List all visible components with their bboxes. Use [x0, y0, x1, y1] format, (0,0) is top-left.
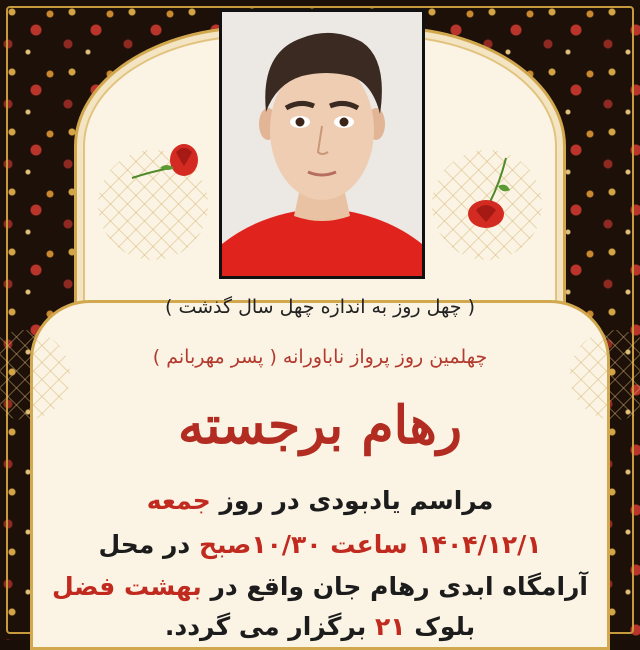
ceremony-line-2 [0, 530, 640, 559]
red-rose-icon [460, 156, 520, 232]
block-number: ۲۱ [375, 612, 406, 641]
ceremony-line-1 [0, 486, 640, 515]
ceremony-day: جمعه [146, 486, 211, 515]
ceremony-date: ۱۴۰۴/۱۲/۱ [416, 530, 542, 559]
quote-line: ( چهل روز به اندازه چهل سال گذشت ) [165, 296, 475, 318]
ceremony-time: ساعت ۱۰/۳۰صبح [190, 530, 417, 559]
portrait-photo [219, 9, 425, 279]
ceremony-intro: مراسم یادبودی در روز [210, 486, 494, 515]
deceased-name: رهام برجسته [178, 395, 462, 456]
red-rose-icon [130, 138, 202, 186]
block-prefix: بلوک [405, 612, 476, 641]
cemetery-place: بهشت فضل [51, 572, 202, 601]
ceremony-location-intro: در محل [98, 530, 191, 559]
ceremony-line-4 [0, 612, 640, 641]
held-text: برگزار می گردد. [164, 612, 375, 641]
occasion-line: چهلمین روز پرواز ناباورانه ( پسر مهربانم ) [152, 346, 488, 368]
portrait-illustration [222, 12, 422, 276]
cemetery-text: آرامگاه ابدی رهام جان واقع در [201, 572, 588, 601]
ceremony-line-3 [0, 572, 640, 601]
